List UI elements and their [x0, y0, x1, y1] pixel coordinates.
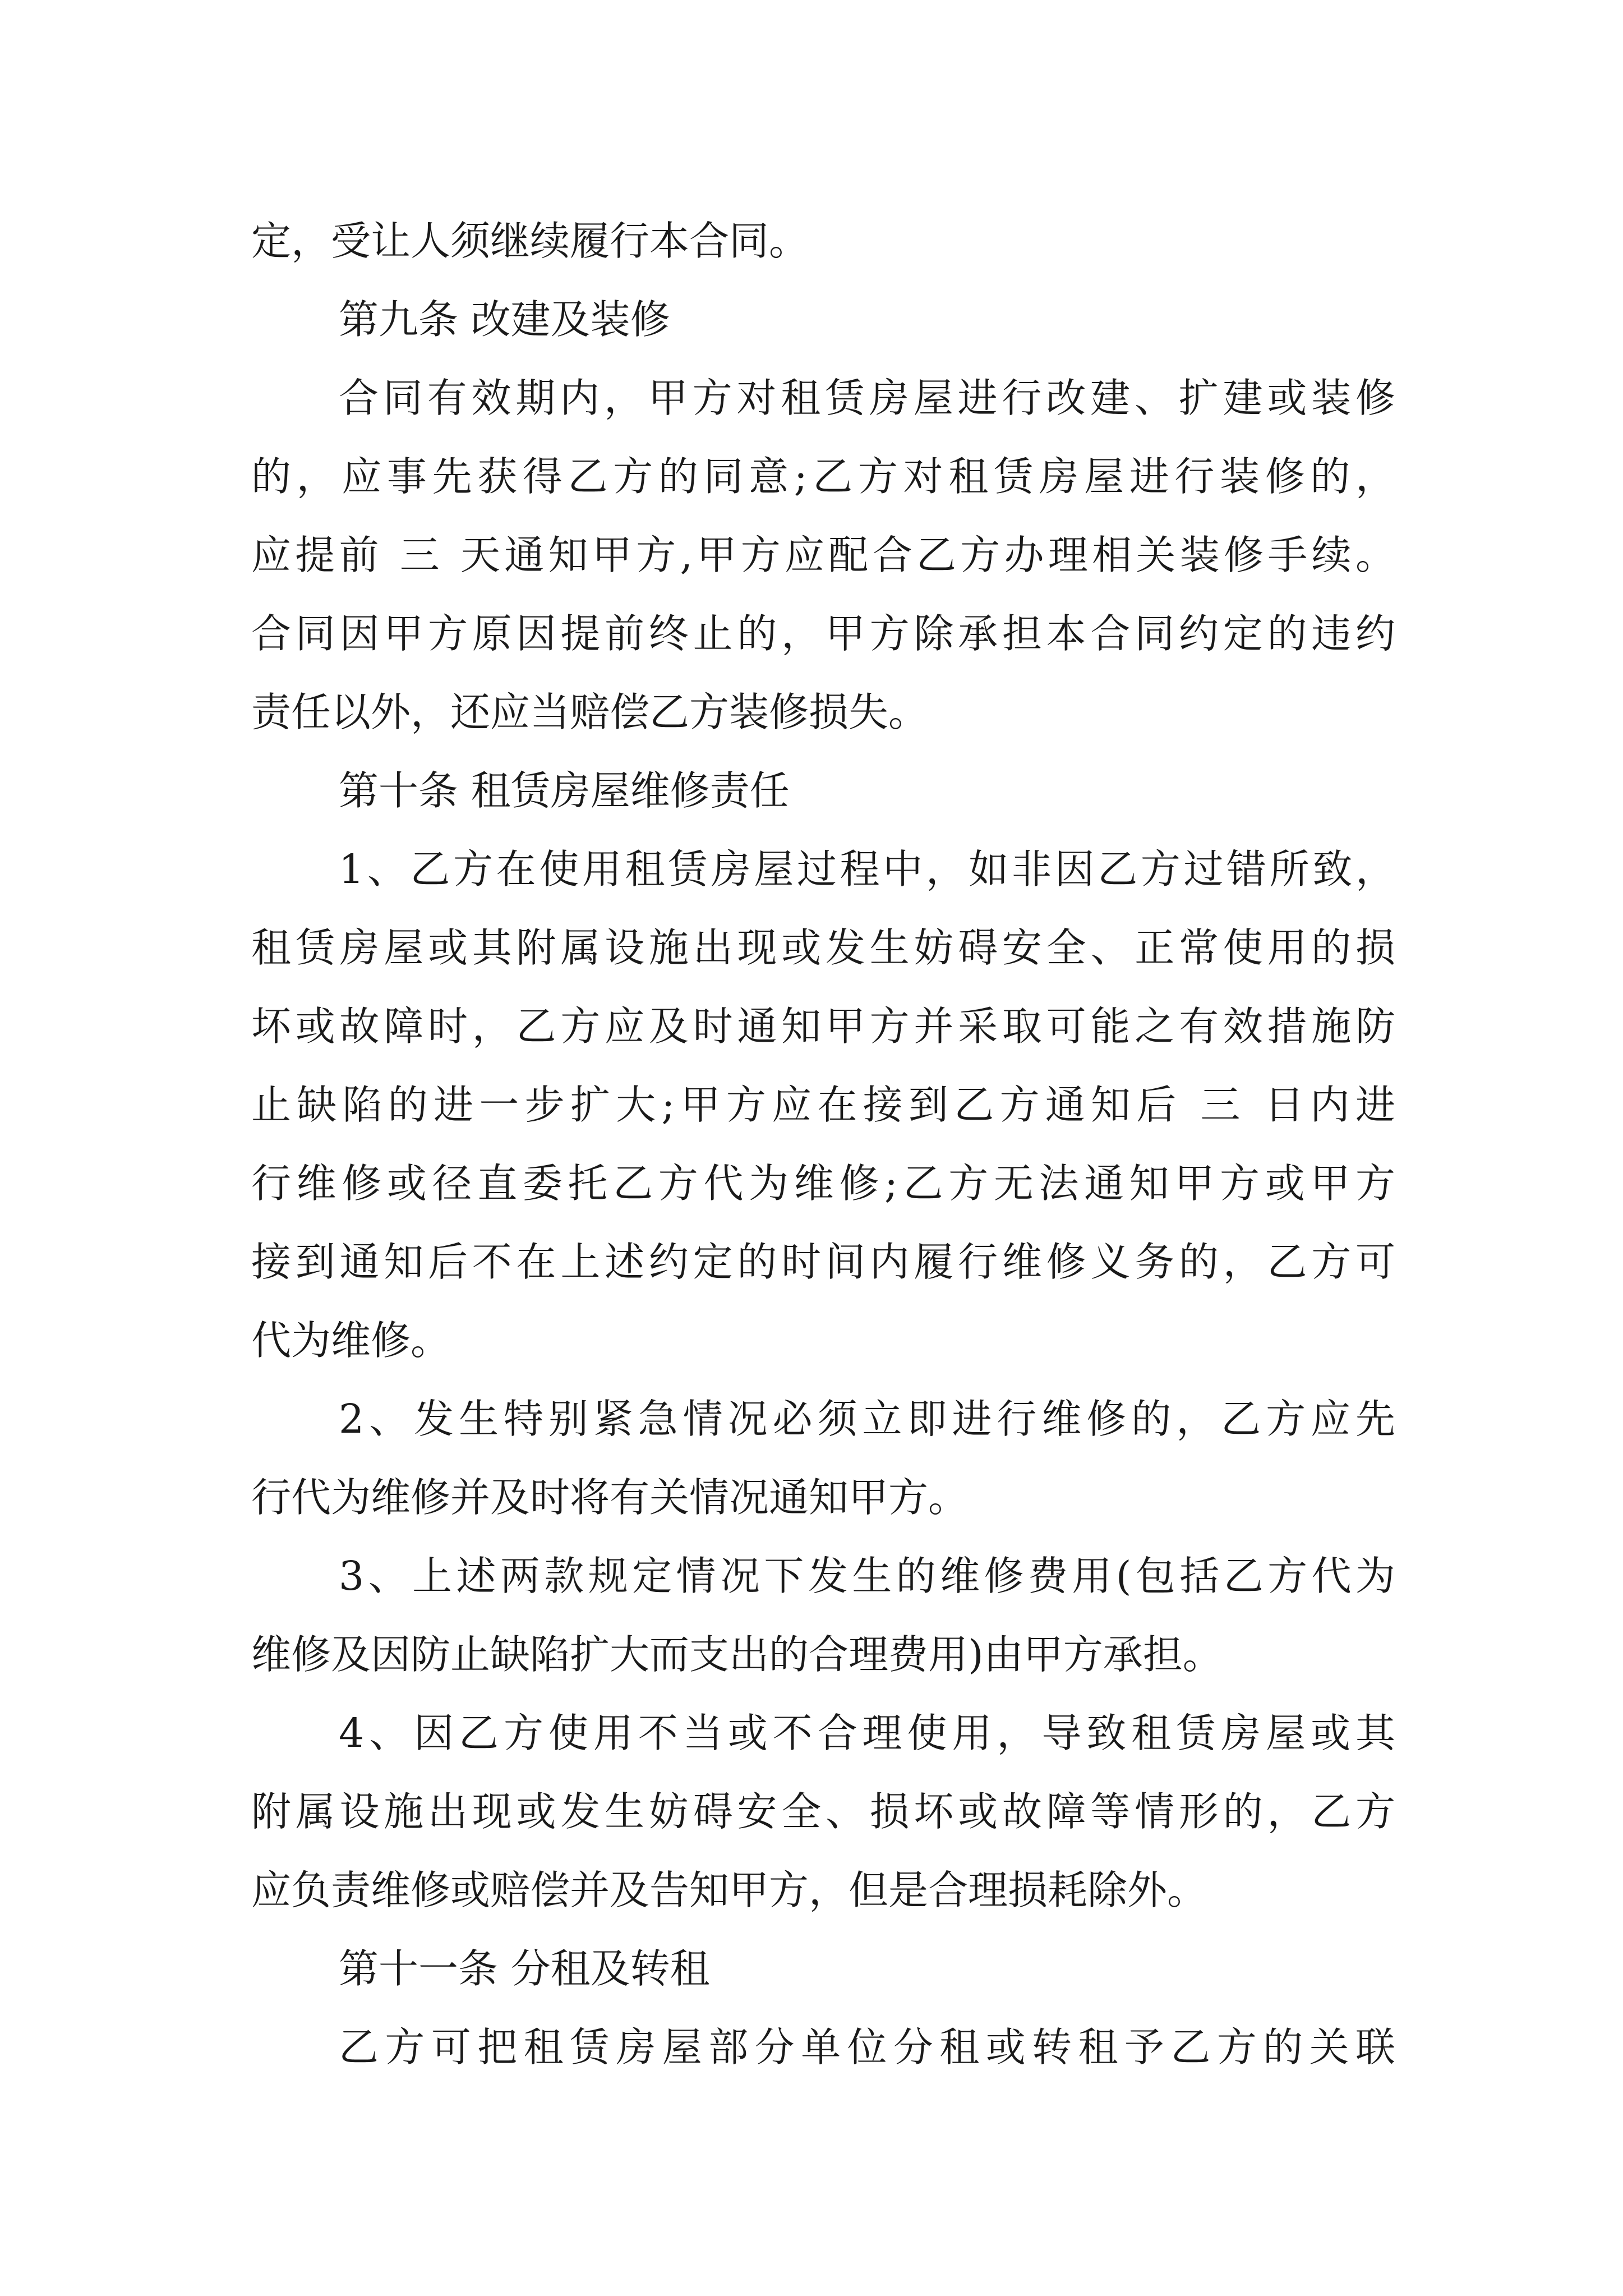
- text-line: 行代为维修并及时将有关情况通知甲方。: [251, 1474, 969, 1521]
- section-heading-11: 第十一条 分租及转租: [339, 1945, 710, 1992]
- section-heading-10: 第十条 租赁房屋维修责任: [339, 767, 790, 814]
- text-line: 4、因乙方使用不当或不合理使用，导致租赁房屋或其: [339, 1710, 1395, 1756]
- text-line: 接到通知后不在上述约定的时间内履行维修义务的，乙方可: [251, 1239, 1395, 1285]
- text-line: 租赁房屋或其附属设施出现或发生妨碍安全、正常使用的损: [251, 924, 1395, 971]
- text-line: 3、上述两款规定情况下发生的维修费用(包括乙方代为: [339, 1553, 1395, 1599]
- text-line: 行维修或径直委托乙方代为维修;乙方无法通知甲方或甲方: [251, 1160, 1395, 1207]
- text-line: 责任以外，还应当赔偿乙方装修损失。: [251, 689, 929, 735]
- text-line: 附属设施出现或发生妨碍安全、损坏或故障等情形的，乙方: [251, 1788, 1395, 1835]
- text-line: 的，应事先获得乙方的同意;乙方对租赁房屋进行装修的，: [251, 453, 1395, 500]
- text-line: 应提前 三 天通知甲方,甲方应配合乙方办理相关装修手续。: [251, 532, 1395, 578]
- text-line: 应负责维修或赔偿并及告知甲方，但是合理损耗除外。: [251, 1867, 1207, 1913]
- section-heading-9: 第九条 改建及装修: [339, 296, 670, 343]
- text-line: 定，受让人须继续履行本合同。: [251, 218, 809, 264]
- text-line: 合同因甲方原因提前终止的，甲方除承担本合同约定的违约: [251, 610, 1395, 657]
- text-line: 止缺陷的进一步扩大;甲方应在接到乙方通知后 三 日内进: [251, 1082, 1395, 1128]
- text-line: 2、发生特别紧急情况必须立即进行维修的，乙方应先: [339, 1396, 1395, 1442]
- text-line: 维修及因防止缺陷扩大而支出的合理费用)由甲方承担。: [251, 1631, 1223, 1678]
- text-line: 乙方可把租赁房屋部分单位分租或转租予乙方的关联: [339, 2024, 1395, 2070]
- text-line: 代为维修。: [251, 1317, 451, 1364]
- text-line: 坏或故障时，乙方应及时通知甲方并采取可能之有效措施防: [251, 1003, 1395, 1050]
- text-line: 合同有效期内，甲方对租赁房屋进行改建、扩建或装修: [339, 375, 1395, 421]
- text-line: 1、乙方在使用租赁房屋过程中，如非因乙方过错所致，: [339, 846, 1395, 892]
